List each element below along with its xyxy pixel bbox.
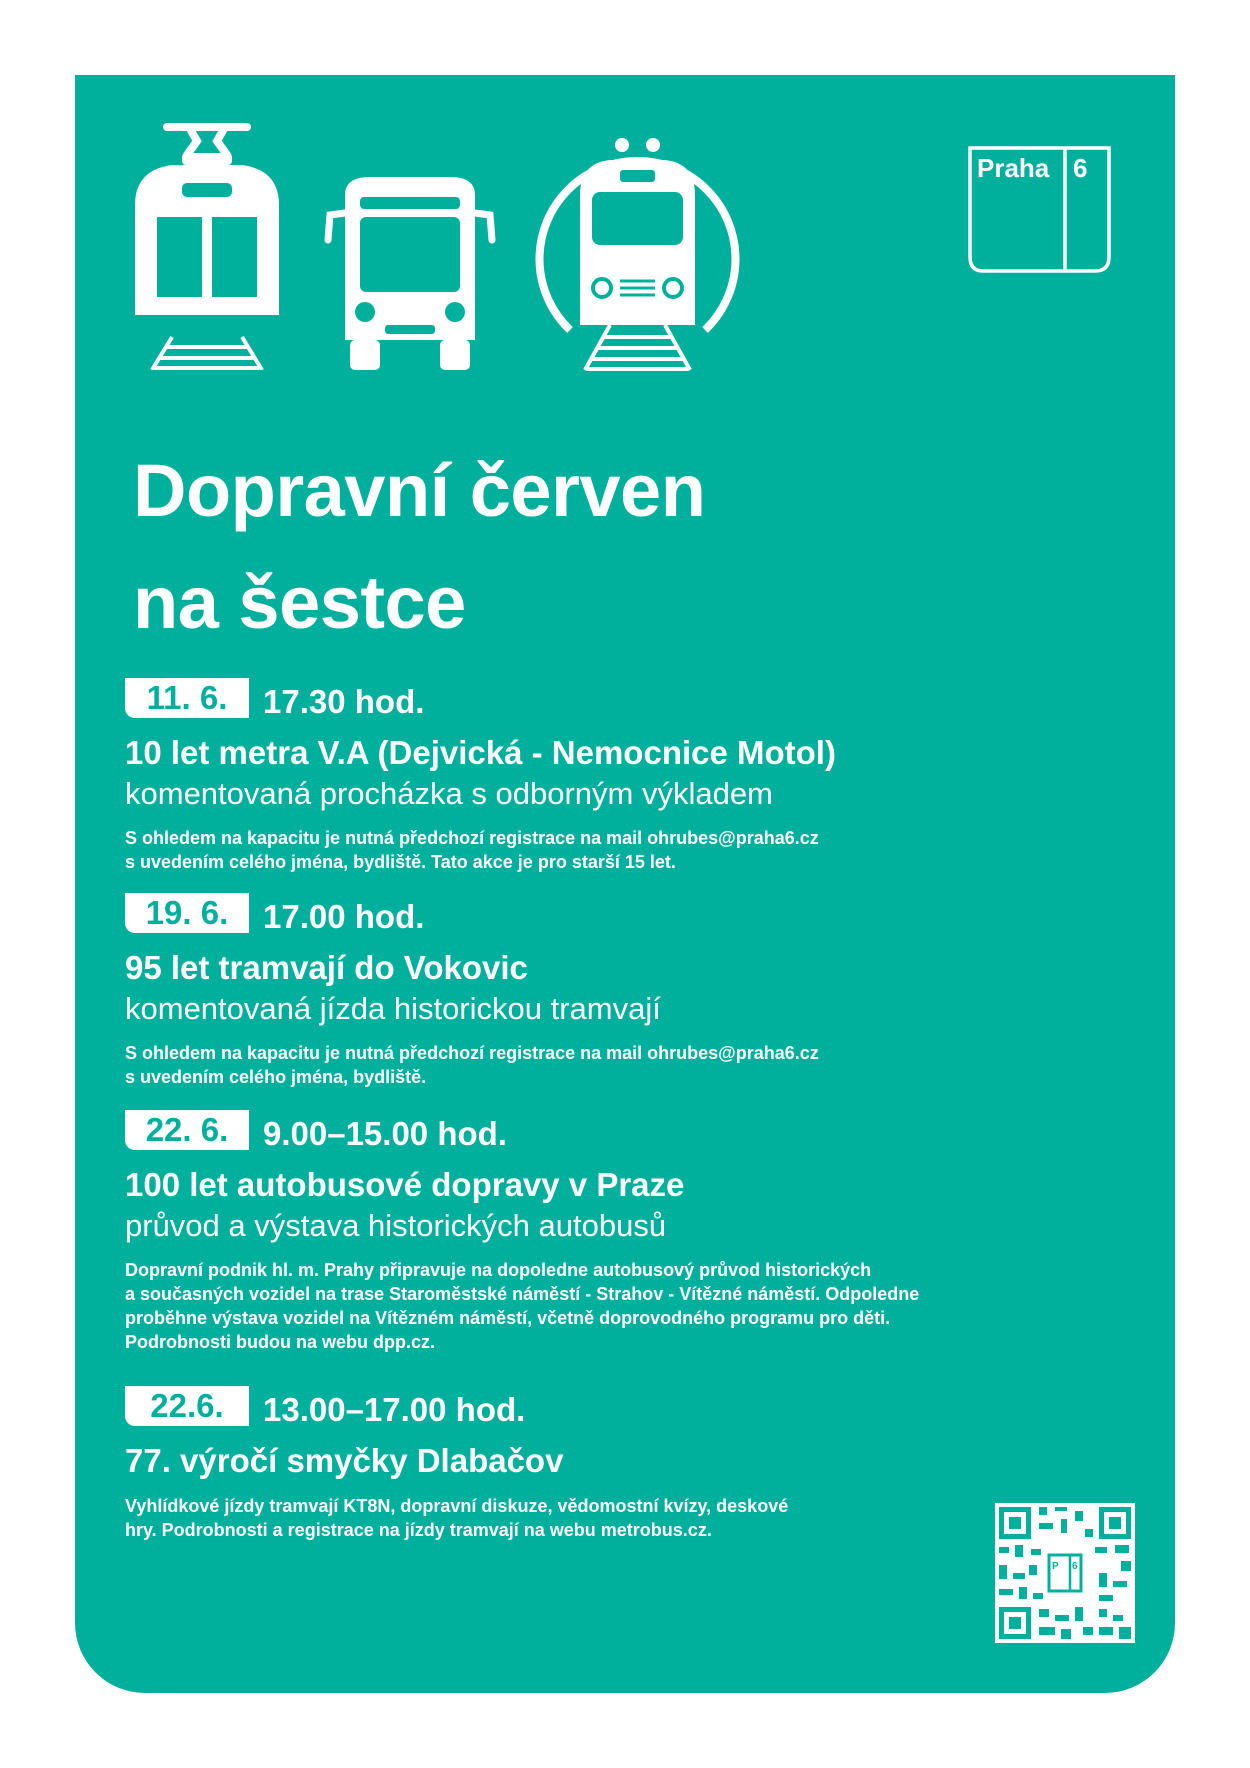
tram-icon: [127, 115, 287, 370]
event-1: [125, 678, 1125, 874]
date-badge: 11. 6.: [125, 678, 249, 718]
note-line: Vyhlídkové jízdy tramvají KT8N, dopravní diskuze, vědomostní kvízy, deskové: [125, 1496, 789, 1516]
event-subtitle: komentovaná procházka s odborným výkladem: [125, 776, 773, 811]
note-line: Podrobnosti budou na webu dpp.cz.: [125, 1332, 435, 1352]
svg-text:P: P: [1052, 1561, 1059, 1572]
event-note: [125, 826, 1125, 874]
praha6-logo: [967, 145, 1112, 275]
event-title: 10 let metra V.A (Dejvická - Nemocnice Motol): [125, 734, 836, 771]
note-line: proběhne výstava vozidel na Vítězném náměstí, včetně doprovodného programu pro děti.: [125, 1308, 891, 1328]
poster: [75, 75, 1175, 1693]
event-3: [125, 1110, 1125, 1354]
praha-label: Praha: [977, 153, 1050, 183]
event-time: 17.30 hod.: [263, 683, 425, 720]
bus-icon: [320, 175, 500, 375]
page-title: [133, 435, 705, 659]
event-time: 9.00–15.00 hod.: [263, 1115, 507, 1152]
event-title: 95 let tramvají do Vokovic: [125, 949, 528, 986]
event-2: [125, 893, 1125, 1089]
date-badge: 19. 6.: [125, 893, 249, 933]
date-badge: 22. 6.: [125, 1110, 249, 1150]
event-note: [125, 1041, 1125, 1089]
note-line: S ohledem na kapacitu je nutná předchozí registrace na mail ohrubes@praha6.cz: [125, 828, 819, 848]
note-line: hry. Podrobnosti a registrace na jízdy tramvají na webu metrobus.cz.: [125, 1520, 712, 1540]
event-note: [125, 1258, 1125, 1354]
event-note: [125, 1494, 925, 1542]
event-subtitle: komentovaná jízda historickou tramvají: [125, 991, 661, 1026]
metro-icon: [530, 125, 745, 375]
event-subtitle: průvod a výstava historických autobusů: [125, 1208, 667, 1243]
event-title: 100 let autobusové dopravy v Praze: [125, 1166, 685, 1203]
svg-text:6: 6: [1072, 1561, 1078, 1572]
event-4: [125, 1386, 925, 1542]
event-time: 17.00 hod.: [263, 898, 425, 935]
note-line: Dopravní podnik hl. m. Prahy připravuje na dopoledne autobusový průvod historických: [125, 1260, 872, 1280]
note-line: a současných vozidel na trase Staroměstské náměstí - Strahov - Vítězné náměstí. Odpoledne: [125, 1284, 920, 1304]
qr-code[interactable]: [995, 1503, 1135, 1643]
six-label: 6: [1073, 153, 1088, 183]
note-line: s uvedením celého jména, bydliště. Tato akce je pro starší 15 let.: [125, 852, 676, 872]
title-line-2: na šestce: [133, 561, 466, 644]
event-time: 13.00–17.00 hod.: [263, 1391, 526, 1428]
note-line: S ohledem na kapacitu je nutná předchozí registrace na mail ohrubes@praha6.cz: [125, 1043, 819, 1063]
event-title: 77. výročí smyčky Dlabačov: [125, 1442, 564, 1479]
note-line: s uvedením celého jména, bydliště.: [125, 1067, 427, 1087]
date-badge: 22.6.: [125, 1386, 249, 1426]
title-line-1: Dopravní červen: [133, 449, 706, 532]
